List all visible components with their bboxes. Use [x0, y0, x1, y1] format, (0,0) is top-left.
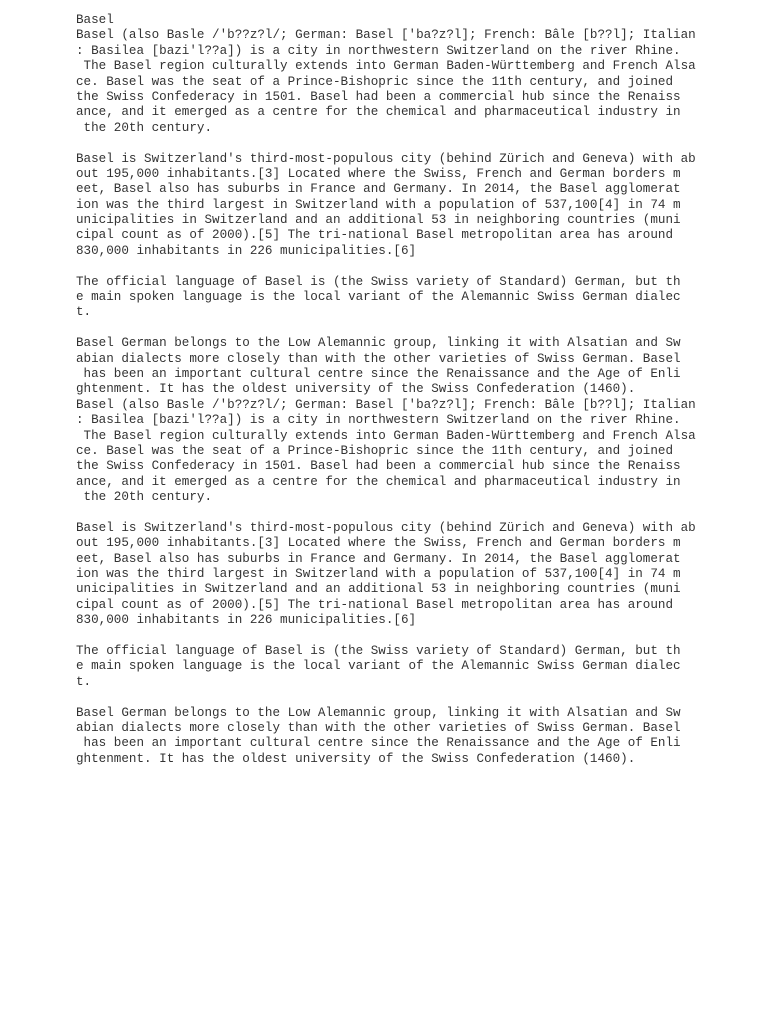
text-line: Basel (also Basle /'b??z?l/; German: Basel ['ba?z?l]; French: Bâle [b??l]; Italian — [76, 28, 696, 43]
text-line — [76, 506, 756, 521]
text-line: out 195,000 inhabitants.[3] Located where the Swiss, French and German borders m — [76, 166, 681, 181]
text-line: 830,000 inhabitants in 226 municipalities.[6] — [76, 613, 417, 628]
text-line: The official language of Basel is (the Swiss variety of Standard) German, but th — [76, 274, 681, 289]
text-line: unicipalities in Switzerland and an additional 53 in neighboring countries (muni — [76, 213, 681, 228]
text-line — [76, 690, 756, 705]
text-line: cipal count as of 2000).[5] The tri-national Basel metropolitan area has around — [76, 597, 674, 612]
text-line: out 195,000 inhabitants.[3] Located where the Swiss, French and German borders m — [76, 536, 681, 551]
text-line: has been an important cultural centre since the Renaissance and the Age of Enli — [76, 366, 681, 381]
text-line — [76, 136, 756, 151]
text-line: the 20th century. — [76, 490, 213, 505]
text-line: ion was the third largest in Switzerland with a population of 537,100[4] in 74 m — [76, 567, 681, 582]
text-line: ghtenment. It has the oldest university of the Swiss Confederation (1460). — [76, 751, 636, 766]
text-line: ce. Basel was the seat of a Prince-Bishopric since the 11th century, and joined — [76, 74, 674, 89]
text-line: the Swiss Confederacy in 1501. Basel had been a commercial hub since the Renaiss — [76, 89, 681, 104]
text-line: eet, Basel also has suburbs in France and Germany. In 2014, the Basel agglomerat — [76, 551, 681, 566]
text-line: has been an important cultural centre since the Renaissance and the Age of Enli — [76, 736, 681, 751]
text-line: t. — [76, 305, 92, 320]
text-line: The Basel region culturally extends into German Baden-Württemberg and French Alsa — [76, 428, 696, 443]
text-line: Basel is Switzerland's third-most-populous city (behind Zürich and Geneva) with ab — [76, 520, 696, 535]
text-line: Basel German belongs to the Low Alemannic group, linking it with Alsatian and Sw — [76, 336, 681, 351]
text-line: ion was the third largest in Switzerland with a population of 537,100[4] in 74 m — [76, 197, 681, 212]
text-line: Basel German belongs to the Low Alemannic group, linking it with Alsatian and Sw — [76, 705, 681, 720]
text-line: unicipalities in Switzerland and an additional 53 in neighboring countries (muni — [76, 582, 681, 597]
text-line — [76, 321, 756, 336]
text-line: t. — [76, 674, 92, 689]
text-line: the 20th century. — [76, 120, 213, 135]
text-line: The official language of Basel is (the Swiss variety of Standard) German, but th — [76, 644, 681, 659]
text-line: : Basilea [bazi'l??a]) is a city in northwestern Switzerland on the river Rhine. — [76, 413, 681, 428]
text-line: cipal count as of 2000).[5] The tri-national Basel metropolitan area has around — [76, 228, 674, 243]
document-body — [76, 13, 756, 767]
text-line: e main spoken language is the local variant of the Alemannic Swiss German dialec — [76, 659, 681, 674]
text-line: Basel is Switzerland's third-most-populous city (behind Zürich and Geneva) with ab — [76, 151, 696, 166]
text-line: The Basel region culturally extends into German Baden-Württemberg and French Alsa — [76, 59, 696, 74]
text-line: e main spoken language is the local variant of the Alemannic Swiss German dialec — [76, 290, 681, 305]
text-line: ance, and it emerged as a centre for the chemical and pharmaceutical industry in — [76, 105, 681, 120]
text-line: abian dialects more closely than with the other varieties of Swiss German. Basel — [76, 720, 681, 735]
text-line: ghtenment. It has the oldest university of the Swiss Confederation (1460). — [76, 382, 636, 397]
text-line: abian dialects more closely than with the other varieties of Swiss German. Basel — [76, 351, 681, 366]
text-line: ce. Basel was the seat of a Prince-Bishopric since the 11th century, and joined — [76, 443, 674, 458]
text-line: the Swiss Confederacy in 1501. Basel had been a commercial hub since the Renaiss — [76, 459, 681, 474]
text-line: : Basilea [bazi'l??a]) is a city in northwestern Switzerland on the river Rhine. — [76, 43, 681, 58]
text-line: ance, and it emerged as a centre for the chemical and pharmaceutical industry in — [76, 474, 681, 489]
text-line — [76, 629, 756, 644]
text-line — [76, 259, 756, 274]
text-line: 830,000 inhabitants in 226 municipalities.[6] — [76, 243, 417, 258]
text-line: eet, Basel also has suburbs in France and Germany. In 2014, the Basel agglomerat — [76, 182, 681, 197]
text-line: Basel (also Basle /'b??z?l/; German: Basel ['ba?z?l]; French: Bâle [b??l]; Italian — [76, 397, 696, 412]
document-title: Basel — [76, 13, 114, 27]
